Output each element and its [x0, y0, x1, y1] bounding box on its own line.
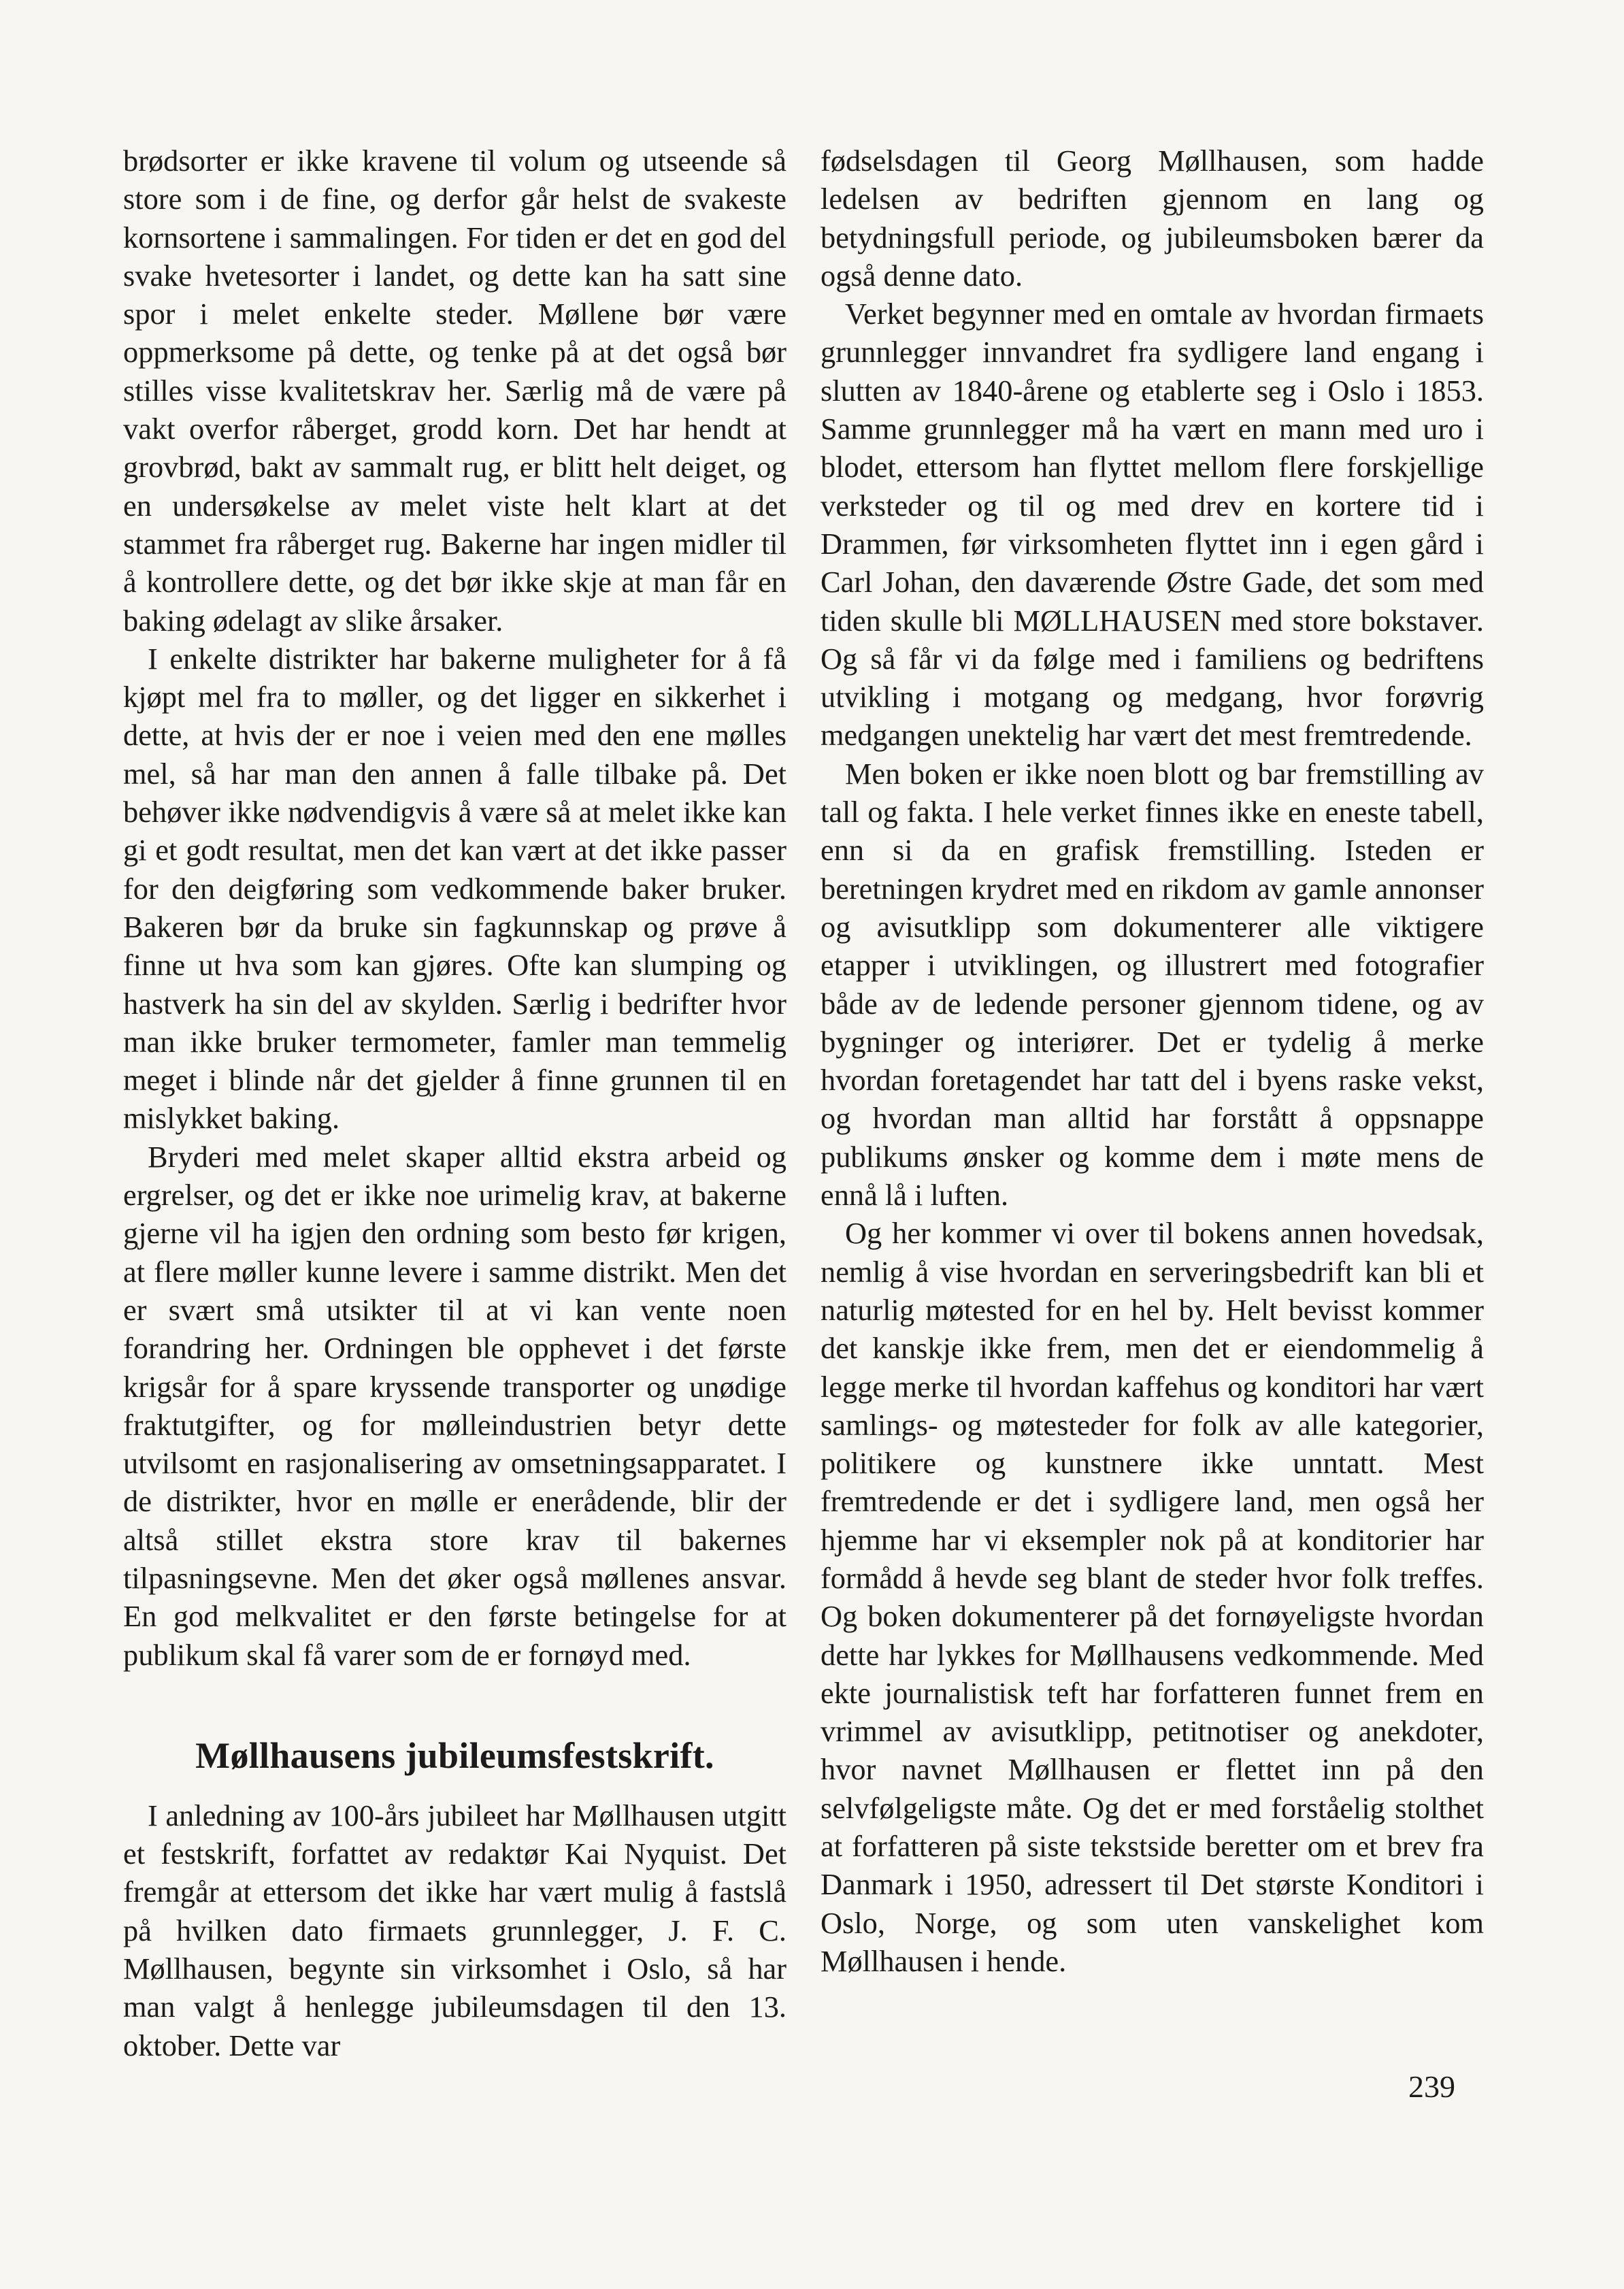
right-paragraph-4: Og her kommer vi over til bokens annen hovedsak, nemlig å vise hvordan en serveringsbedrift kan bli et naturlig møtested for en hel by. Helt bevisst kommer det kanskje ikke frem, men det er eiendommelig å legge merke til hvordan kaffehus og konditori har vært samlings- og møtesteder for folk av alle kategorier, politikere og kunstnere ikke unntatt. Mest fremtredende er det i sydligere land, men også her hjemme har vi eksempler nok på at konditorier har formådd å hevde seg blant de steder hvor folk treffes. Og boken dokumenterer på det fornøyeligste hvordan dette har lykkes for Møllhausens vedkommende. Med ekte journalistisk teft har forfatteren funnet frem en vrimmel av avisutklipp, petitnotiser og anekdoter, hvor navnet Møllhausen er flettet inn på den selvfølgeligste måte. Og det er med forståelig stolthet at forfatteren på siste tekstside beretter om et brev fra Danmark i 1950, adressert til Det største Konditori i Oslo, Norge, og som uten vanskelighet kom Møllhausen i hende.: [821, 1216, 1484, 1978]
left-paragraph-1: brødsorter er ikke kravene til volum og utseende så store som i de fine, og derfor går helst de svakeste kornsortene i sammalingen. For tiden er det en god del svake hvetesorter i landet, og dette kan ha satt sine spor i melet enkelte steder. Møllene bør være oppmerksome på dette, og tenke på at det også bør stilles visse kvalitetskrav her. Særlig må de være på vakt overfor råberget, grodd korn. Det har hendt at grovbrød, bakt av sammalt rug, er blitt helt deiget, og en undersøkelse av melet viste helt klart at det stammet fra råberget rug. Bakerne har ingen midler til å kontrollere dette, og det bør ikke skje at man får en baking ødelagt av slike årsaker.: [123, 144, 786, 638]
right-paragraph-1: fødselsdagen til Georg Møllhausen, som hadde ledelsen av bedriften gjennom en lang og betydningsfull periode, og jubileumsboken bærer da også denne dato.: [821, 144, 1484, 293]
right-paragraph-2: Verket begynner med en omtale av hvordan firmaets grunnlegger innvandret fra sydligere land engang i slutten av 1840-årene og etablerte seg i Oslo i 1853. Samme grunnlegger må ha vært en mann med uro i blodet, ettersom han flyttet mellom flere forskjellige verksteder og til og med drev en kortere tid i Drammen, før virksomheten flyttet inn i egen gård i Carl Johan, den daværende Østre Gade, det som med tiden skulle bli MØLLHAUSEN med store bokstaver. Og så får vi da følge med i familiens og bedriftens utvikling i motgang og medgang, hvor forøvrig medgangen unektelig har vært det mest fremtredende.: [821, 297, 1484, 753]
right-paragraph-3: Men boken er ikke noen blott og bar fremstilling av tall og fakta. I hele verket finnes ikke en eneste tabell, enn si da en grafisk fremstilling. Isteden er beretningen krydret med en rikdom av gamle annonser og avisutklipp som dokumenterer alle viktigere etapper i utviklingen, og illustrert med fotografier både av de ledende personer gjennom tidene, og av bygninger og interiører. Det er tydelig å merke hvordan foretagendet har tatt del i byens raske vekst, og hvordan man alltid har forstått å oppsnappe publikums ønsker og komme dem i møte mens de ennå lå i luften.: [821, 756, 1484, 1213]
section-heading: Møllhausens jubileumsfestskrift.: [195, 1734, 714, 1776]
page-number: 239: [1408, 2069, 1455, 2104]
left-column: [123, 142, 786, 2064]
left-paragraph-4: I anledning av 100-års jubileet har Møllhausen utgitt et festskrift, forfattet av redaktør Kai Nyquist. Det fremgår at ettersom det ikke har vært mulig å fastslå på hvilken dato firmaets grunnlegger, J. F. C. Møllhausen, begynte sin virksomhet i Oslo, så har man valgt å henlegge jubileumsdagen til den 13. oktober. Dette var: [123, 1798, 786, 2062]
left-paragraph-3: Bryderi med melet skaper alltid ekstra arbeid og ergrelser, og det er ikke noe urimelig krav, at bakerne gjerne vil ha igjen den ordning som besto før krigen, at flere møller kunne levere i samme distrikt. Men det er svært små utsikter til at vi kan vente noen forandring her. Ordningen ble opphevet i det første krigsår for å spare kryssende transporter og unødige fraktutgifter, og for mølleindustrien betyr dette utvilsomt en rasjonalisering av omsetningsapparatet. I de distrikter, hvor en mølle er enerådende, blir der altså stillet ekstra store krav til bakernes tilpasningsevne. Men det øker også møllenes ansvar. En god melkvalitet er den første betingelse for at publikum skal få varer som de er fornøyd med.: [123, 1139, 786, 1672]
left-paragraph-2: I enkelte distrikter har bakerne muligheter for å få kjøpt mel fra to møller, og det ligger en sikkerhet i dette, at hvis der er noe i veien med den ene mølles mel, så har man den annen å falle tilbake på. Det behøver ikke nødvendigvis å være så at melet ikke kan gi et godt resultat, men det kan vært at det ikke passer for den deigføring som vedkommende baker bruker. Bakeren bør da bruke sin fagkunnskap og prøve å finne ut hva som kan gjøres. Ofte kan slumping og hastverk ha sin del av skylden. Særlig i bedrifter hvor man ikke bruker termometer, famler man temmelig meget i blinde når det gjelder å finne grunnen til en mislykket baking.: [123, 641, 786, 1136]
right-column: [821, 142, 1484, 1980]
